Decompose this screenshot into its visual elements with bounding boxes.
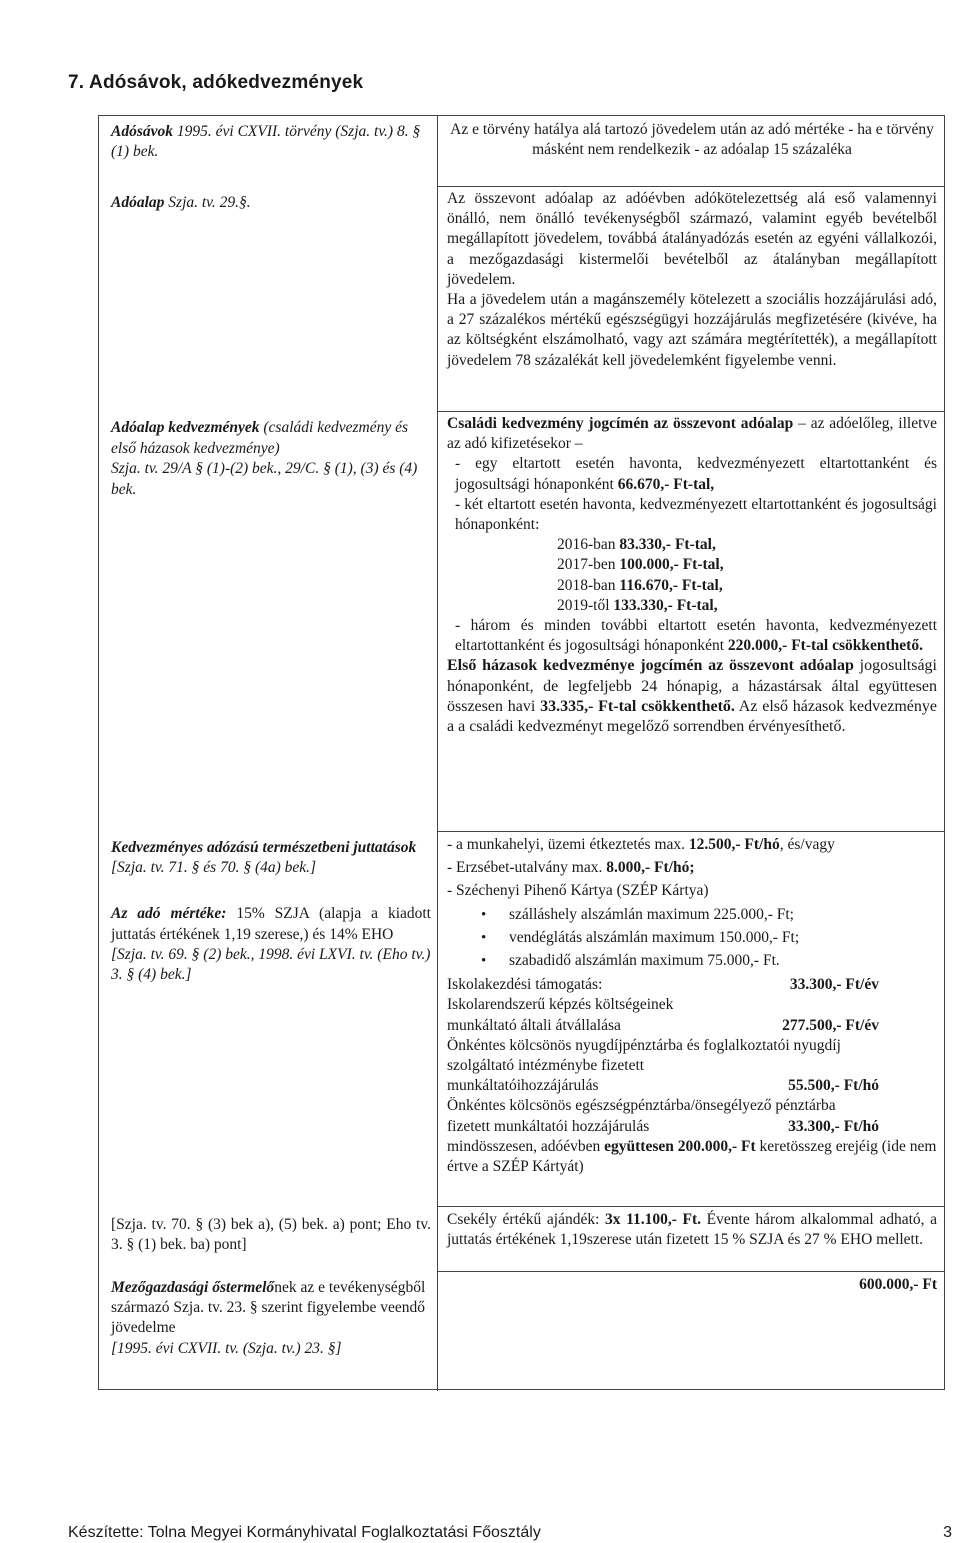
footer-text: Készítette: Tolna Megyei Kormányhivatal Foglalkoztatási Főosztály	[68, 1524, 541, 1541]
row-divider	[437, 1206, 945, 1207]
csekely-reference: [Szja. tv. 70. § (3) bek a), (5) bek. a) pont; Eho tv. 3. § (1) bek. ba) pont]	[111, 1216, 431, 1254]
szep-bullet: • vendéglátás alszámlán maximum 150.000,- Ft;	[447, 928, 937, 948]
termeszetbeni-reference: [Szja. tv. 71. § és 70. § (4a) bek.]	[111, 859, 317, 877]
iskolarendszeru-label: Iskolarendszerű képzés költségeinek	[447, 996, 674, 1014]
adosavok-text: Az e törvény hatálya alá tartozó jövedelem után az adó mértéke - ha e törvény másként nem rendelkezik - az adóalap 15 százaléka	[450, 121, 934, 159]
adoalap-text	[447, 189, 937, 371]
page-footer	[68, 1524, 956, 1542]
nyugdijpenztar-label: Önkéntes kölcsönös nyugdíjpénztárba és foglalkoztatói nyugdíj szolgáltató intézménybe fizetett	[447, 1036, 841, 1075]
szep-bullet: • szálláshely alszámlán maximum 225.000,- Ft;	[447, 905, 937, 925]
row-divider	[437, 1271, 945, 1272]
harom-eltartott-item: - három és minden további eltartott esetén havonta, kedvezményezett eltartottanként és jogosultsági hónaponként 220.000,- Ft-tal csökkenthető.	[455, 617, 937, 655]
kedvezmenyek-label: Adóalap kedvezmények (családi kedvezmény és első házasok kedvezménye) Szja. tv. 29/A § (1)-(2) bek., 29/C. § (1), (3) és (4) bek.	[111, 418, 431, 500]
termeszetbeni-label: Kedvezményes adózású természetbeni juttatások [Szja. tv. 71. § és 70. § (4a) bek.] Az adó mértéke: 15% SZJA (alapja a kiadott juttatás értékének 1,19 szerese,) és 14% EHO [Szja. tv. 69. § (2) bek., 1998. évi LXVI. tv. (Eho tv.) 3. § (4) bek.]	[111, 838, 431, 985]
egy-eltartott-item: - egy eltartott esetén havonta, kedvezményezett eltartottanként és jogosultsági hónaponként 66.670,- Ft-tal,	[455, 455, 937, 493]
szep-bullet: • szabadidő alszámlán maximum 75.000,- Ft.	[447, 951, 937, 971]
szep-kartya-line: - Széchenyi Pihenő Kártya (SZÉP Kártya)	[447, 882, 709, 900]
ostermelo-reference: [1995. évi CXVII. tv. (Szja. tv.) 23. §]	[111, 1339, 342, 1357]
adoalap-paragraph-1: Az összevont adóalap az adóévben adókötelezettség alá eső valamennyi önálló, nem önálló tevékenységből származó, valamint egyéb bevételből megállapított jövedelem, továbbá átalányadózás esetén az egyéni vállalkozói, a mezőgazdasági kistermelői bevételből az átalányban megállapított jövedelem.	[447, 190, 937, 288]
ket-eltartott-item: - két eltartott esetén havonta, kedvezményezett eltartottanként és jogosultsági hónaponként:	[455, 495, 937, 534]
content-table	[98, 115, 945, 1390]
ostermelo-label: Mezőgazdasági őstermelőnek az e tevékenységből származó Szja. tv. 23. § szerint figyelembe veendő jövedelme [1995. évi CXVII. tv. (Szja. tv.) 23. §]	[111, 1278, 431, 1359]
row-divider	[437, 186, 945, 187]
column-divider	[437, 116, 438, 1391]
year-amount: 2019-től 133.330,- Ft-tal,	[557, 596, 718, 614]
page-number: 3	[943, 1524, 952, 1541]
row-divider	[437, 831, 945, 832]
adoalap-label: Adóalap Szja. tv. 29.§.	[111, 194, 251, 211]
section-heading: 7. Adósávok, adókedvezmények	[68, 72, 364, 93]
ostermelo-amount: 600.000,- Ft	[859, 1276, 937, 1293]
termeszetbeni-text	[447, 835, 937, 1177]
year-amount: 2018-ban 116.670,- Ft-tal,	[557, 576, 723, 594]
csekely-text: Csekély értékű ajándék: 3x 11.100,- Ft. Évente három alkalommal adható, a juttatás értékének 1,19szerese után fizetett 15 % SZJA és 27 % EHO mellett.	[447, 1211, 938, 1249]
row-divider	[437, 411, 945, 412]
egeszsegpenztar-label: Önkéntes kölcsönös egészségpénztárba/önsegélyező pénztárba	[447, 1097, 836, 1115]
egeszsegpenztar-row: fizetett munkáltatói hozzájárulás 33.300,- Ft/hó	[447, 1117, 879, 1135]
kedvezmenyek-text: Családi kedvezmény jogcímén az összevont adóalap – az adóelőleg, illetve az adó kifizetésekor – - egy eltartott esetén havonta, kedvezményezett eltartottanként és jogosultsági hónaponként 66.670,- Ft-tal, - két eltartott esetén havonta, kedvezményezett eltartottanként és jogosultsági hónaponként: 2016-ban 83.330,- Ft-tal, 2017-ben 100.000,- Ft-tal, 2018-ban 116.670,- Ft-tal, 2019-től 133.330,- Ft-tal, - három és minden további eltartott esetén havonta, kedvezményezett eltartottanként és jogosultsági hónaponként 220.000,- Ft-tal csökkenthető. Első házasok kedvezménye jogcímén az összevont adóalap jogosultsági hónaponként, de legfeljebb 24 hónapig, a házastársak által együttesen összesen havi 33.335,- Ft-tal csökkenthető. Az első házasok kedvezménye a a családi kedvezményt megelőző sorrendben érvényesíthető.	[447, 414, 937, 737]
kedvezmenyek-reference: Szja. tv. 29/A § (1)-(2) bek., 29/C. § (1), (3) és (4) bek.	[111, 460, 418, 498]
ado-mertek-reference: [Szja. tv. 69. § (2) bek., 1998. évi LXVI. tv. (Eho tv.) 3. § (4) bek.]	[111, 945, 431, 984]
nyugdijpenztar-row: munkáltatóihozzájárulás 55.500,- Ft/hó	[447, 1077, 879, 1095]
iskolarendszeru-row: munkáltató általi átvállalása 277.500,- Ft/év	[447, 1016, 879, 1034]
etkeztetes-line: - a munkahelyi, üzemi étkeztetés max. 12.500,- Ft/hó, és/vagy	[447, 836, 835, 853]
ado-mertek: Az adó mértéke: 15% SZJA (alapja a kiadott juttatás értékének 1,19 szerese,) és 14% EHO	[111, 905, 431, 943]
year-amount: 2016-ban 83.330,- Ft-tal,	[557, 536, 716, 554]
iskolakezdesi-row: Iskolakezdési támogatás: 33.300,- Ft/év	[447, 976, 879, 994]
elso-hazasok-paragraph: Első házasok kedvezménye jogcímén az összevont adóalap jogosultsági hónaponként, de legfeljebb 24 hónapig, a házastársak által együttesen összesen havi 33.335,- Ft-tal csökkenthető. Az első házasok kedvezménye a a családi kedvezményt megelőző sorrendben érvényesíthető.	[447, 657, 937, 736]
erzsebet-line: - Erzsébet-utalvány max. 8.000,- Ft/hó;	[447, 859, 695, 877]
adosavok-label: Adósávok 1995. évi CXVII. törvény (Szja. tv.) 8. § (1) bek.	[111, 123, 421, 161]
year-amount: 2017-ben 100.000,- Ft-tal,	[557, 556, 724, 574]
year-amounts-list	[447, 535, 937, 616]
mindosszesen-line: mindösszesen, adóévben együttesen 200.000,- Ft keretösszeg erejéig (ide nem értve a SZÉP Kártyát)	[447, 1137, 937, 1176]
adoalap-paragraph-2: Ha a jövedelem után a magánszemély kötelezett a szociális hozzájárulási adó, a 27 százalékos mértékű egészségügyi hozzájárulás megfizetésére (kivéve, ha az költségként elszámolható, vagy azt számára megtérítették), a megállapított jövedelem 78 százalékát kell jövedelemként figyelembe venni.	[447, 291, 937, 369]
